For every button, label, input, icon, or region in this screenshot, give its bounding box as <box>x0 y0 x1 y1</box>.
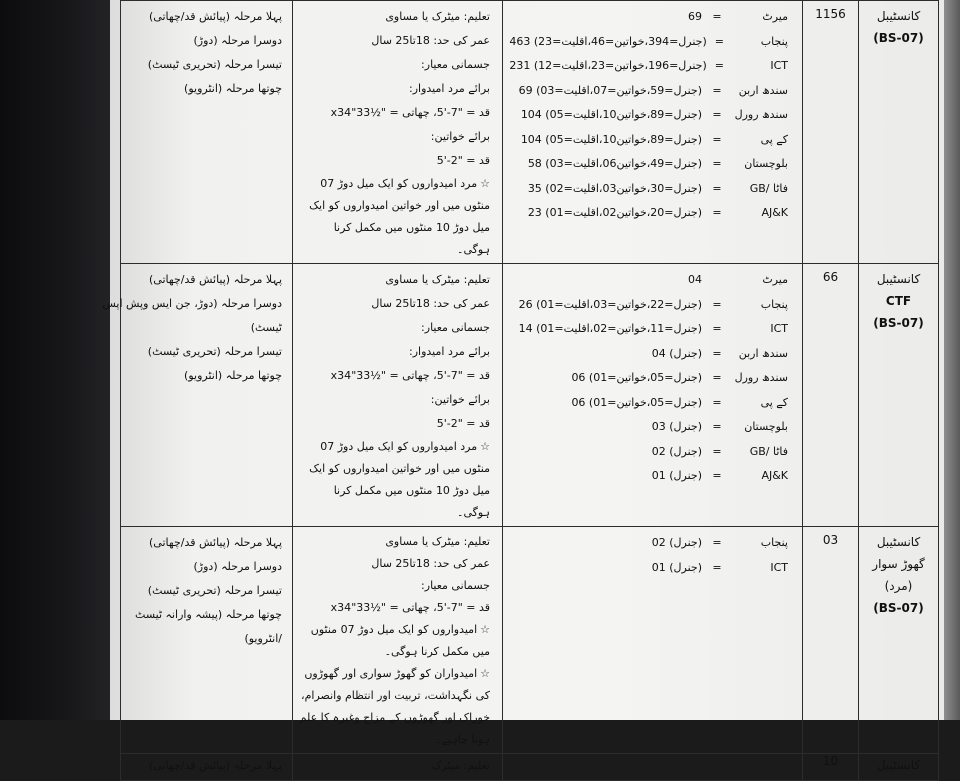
quota-row: 03 (جنرل) = بلوچستان <box>651 420 788 433</box>
qualification-cell <box>293 1 503 264</box>
vacancy-count-cell <box>803 754 859 781</box>
star-icon: ☆ <box>480 440 490 453</box>
stage-item: دوسرا مرحلہ (دوڑ، جن ایس وپش اپس <box>102 297 282 310</box>
vacancy-count: 10 <box>822 754 839 768</box>
stage-item: پہلا مرحلہ (پیائش قد/چھاتی) <box>149 10 282 23</box>
post-name-cell <box>859 527 939 754</box>
male-height-chest: قد = "7-'5، چھاتی = "½33"x34 <box>330 601 490 614</box>
age-limit-text: عمر کی حد: 18تا25 سال <box>371 297 490 310</box>
document-sheet <box>102 0 944 772</box>
female-height: قد = "2-'5 <box>436 154 490 167</box>
post-title: کانسٹیبل <box>876 535 921 549</box>
qualification-cell <box>293 754 503 781</box>
quota-row: 69 = میرٹ <box>688 10 788 23</box>
post-name-cell <box>859 1 939 264</box>
job-table <box>102 0 939 781</box>
female-heading: برائے خواتین: <box>430 130 490 143</box>
test-stages-cell <box>102 264 293 527</box>
qualification-cell <box>293 527 503 754</box>
quota-row: 02 (جنرل) = GB/ فاٹا <box>651 444 788 458</box>
vacancy-count: 66 <box>822 270 839 284</box>
education-text: تعلیم: میٹرک یا مساوی <box>385 273 490 286</box>
stage-item: پہلا مرحلہ (پیائش قد/چھاتی) <box>149 273 282 286</box>
screen-bezel-left <box>0 0 110 720</box>
quota-row: 04 (جنرل) = سندھ اربن <box>651 346 788 360</box>
quota-row: 58 (جنرل=49،خواتین06،اقلیت=03) = بلوچستان <box>527 157 788 170</box>
quota-row: 463 (جنرل=394،خواتین=46،اقلیت=23) = پنجاب <box>509 34 788 48</box>
test-stages-cell <box>121 527 293 754</box>
star-icon: ☆ <box>480 177 490 190</box>
post-name-cell <box>859 754 939 781</box>
table-row <box>121 754 939 781</box>
vacancy-count-cell <box>803 527 859 754</box>
stage-item: دوسرا مرحلہ (دوڑ) <box>193 560 282 573</box>
stage-item: پہلا مرحلہ (پیائش قد/چھاتی) <box>149 536 282 549</box>
stage-item: دوسرا مرحلہ (دوڑ) <box>193 34 282 47</box>
race-note: امیدواروں کو ایک میل دوڑ 07 منٹوں میں مکمل کرنا ہوگی۔ <box>310 623 490 658</box>
stage-item: /انٹرویو) <box>244 632 282 645</box>
table-row <box>121 527 939 754</box>
pay-scale: (BS-07) <box>873 601 924 615</box>
quota-cell <box>503 1 803 264</box>
quota-row: 01 (جنرل) = AJ&K <box>651 469 788 482</box>
quota-row: 06 (جنرل=05،خواتین=01) = سندھ رورل <box>571 371 788 384</box>
stage-item: تیسرا مرحلہ (تحریری ٹیسٹ) <box>147 345 282 358</box>
pay-scale: (BS-07) <box>873 316 924 330</box>
female-height: قد = "2-'5 <box>436 417 490 430</box>
stage-item: چوتھا مرحلہ (پیشہ وارانہ ٹیسٹ <box>135 608 282 621</box>
post-name-cell <box>859 264 939 527</box>
quota-row: 01 (جنرل) = ICT <box>651 560 788 574</box>
male-height-chest: قد = "7-'5، چھاتی = "½33"x34 <box>330 369 490 382</box>
education-text: تعلیم: میٹرک <box>431 759 490 772</box>
vacancy-count-cell <box>803 264 859 527</box>
horse-riding-note: امیدواران کو گھوڑ سواری اور گھوڑوں کی نگہداشت، تربیت اور انتظام وانصرام، خوراک اور گھوڑوں کے مزاج وغیرہ کا علم ہونا چاہیے۔ <box>299 667 490 746</box>
vacancy-count: 03 <box>822 533 839 547</box>
education-text: تعلیم: میٹرک یا مساوی <box>385 535 490 548</box>
post-title: کانسٹیبل <box>876 272 921 286</box>
vacancy-count: 1156 <box>815 7 846 21</box>
quota-row: 02 (جنرل) = پنجاب <box>651 536 788 549</box>
quota-row: 14 (جنرل=11،خواتین=02،اقلیت=01) = ICT <box>518 322 788 335</box>
post-title: کانسٹیبل <box>876 9 921 23</box>
quota-row: 104 (جنرل=89،خواتین10،اقلیت=05) = سندھ رورل <box>520 108 788 121</box>
vacancy-count-cell <box>803 1 859 264</box>
education-text: تعلیم: میٹرک یا مساوی <box>385 10 490 23</box>
post-title: کانسٹیبل <box>876 758 921 772</box>
physical-standard-heading: جسمانی معیار: <box>421 321 490 334</box>
qualification-cell <box>293 264 503 527</box>
female-heading: برائے خواتین: <box>430 393 490 406</box>
stage-item: پہلا مرحلہ (پیائش قد/چھاتی) <box>149 759 282 772</box>
quota-row: 26 (جنرل=22،خواتین=03،اقلیت=01) = پنجاب <box>518 297 788 311</box>
quota-row: 06 (جنرل=05،خواتین=01) = کے پی <box>571 395 788 409</box>
physical-standard-heading: جسمانی معیار: <box>421 58 490 71</box>
quota-row: 23 (جنرل=20،خواتین02،اقلیت=01) = AJ&K <box>527 206 788 219</box>
table-row <box>121 264 939 527</box>
post-unit: گھوڑ سوار <box>872 557 925 571</box>
quota-row: 231 (جنرل=196،خواتین=23،اقلیت=12) = ICT <box>509 59 788 72</box>
quota-cell <box>503 264 803 527</box>
male-heading: برائے مرد امیدوار: <box>409 345 490 358</box>
star-icon: ☆ <box>480 623 490 636</box>
race-note: مرد امیدواروں کو ایک میل دوڑ 07 منٹوں میں اور خواتین امیدواروں کو ایک میل دوڑ 10 منٹوں میں مکمل کرنا ہوگی۔ <box>309 440 490 519</box>
stage-item: تیسرا مرحلہ (تحریری ٹیسٹ) <box>147 584 282 597</box>
quota-row: 35 (جنرل=30،خواتین03،اقلیت=02) = GB/ فاٹا <box>527 181 788 195</box>
test-stages-cell <box>121 754 293 781</box>
stage-item: ٹیسٹ) <box>250 321 282 334</box>
test-stages-cell <box>121 1 293 264</box>
quota-row: 69 (جنرل=59،خواتین=07،اقلیت=03) = سندھ اربن <box>518 83 788 97</box>
stage-item: چوتھا مرحلہ (انٹرویو) <box>184 369 282 382</box>
male-height-chest: قد = "7-'5، چھاتی = "½33"x34 <box>330 106 490 119</box>
race-note: مرد امیدواروں کو ایک میل دوڑ 07 منٹوں میں اور خواتین امیدواروں کو ایک میل دوڑ 10 منٹوں میں مکمل کرنا ہوگی۔ <box>309 177 490 256</box>
table-row <box>121 1 939 264</box>
physical-standard-heading: جسمانی معیار: <box>421 579 490 592</box>
post-gender: (مرد) <box>884 579 913 593</box>
stage-item: چوتھا مرحلہ (انٹرویو) <box>184 82 282 95</box>
quota-cell <box>503 754 803 781</box>
age-limit-text: عمر کی حد: 18تا25 سال <box>371 557 490 570</box>
quota-cell <box>503 527 803 754</box>
stage-item: تیسرا مرحلہ (تحریری ٹیسٹ) <box>147 58 282 71</box>
post-unit: CTF <box>885 294 912 308</box>
star-icon: ☆ <box>480 667 490 680</box>
pay-scale: (BS-07) <box>873 31 924 45</box>
male-heading: برائے مرد امیدوار: <box>409 82 490 95</box>
quota-row: 04 میرٹ <box>688 273 788 286</box>
quota-row: 104 (جنرل=89،خواتین10،اقلیت=05) = کے پی <box>520 132 788 146</box>
age-limit-text: عمر کی حد: 18تا25 سال <box>371 34 490 47</box>
